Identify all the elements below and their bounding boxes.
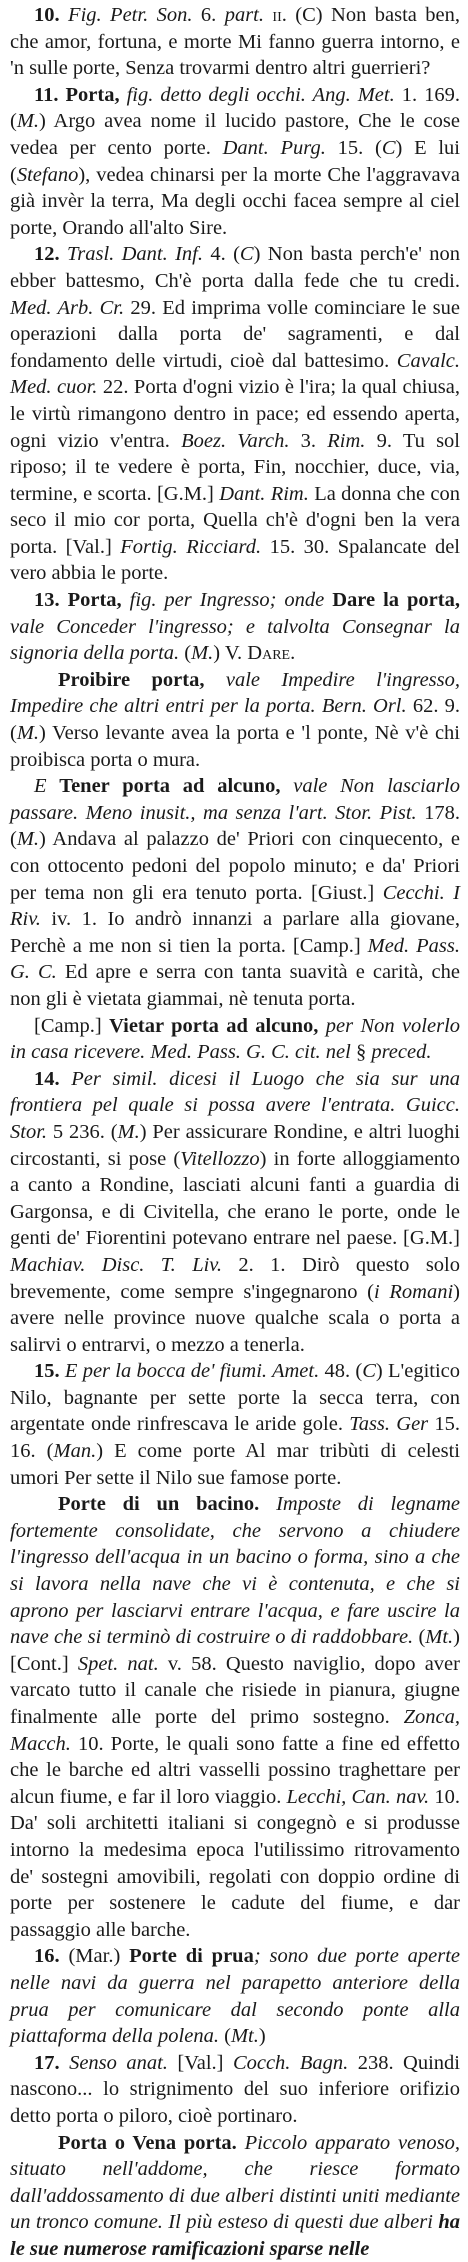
entry-text: preced. <box>371 1041 431 1063</box>
entry-text: ( <box>184 642 191 664</box>
entry-text: 15. ( <box>338 137 382 159</box>
entry-text: Trasl. Dant. Inf. <box>67 243 210 265</box>
entry-text: ) Argo avea nome il lucido pastore, Che le cose vedea per cento porte. <box>10 110 460 159</box>
entry-text: per Non volerlo in casa ricevere. Med. Pass. G. C. cit. nel <box>10 1015 460 1064</box>
entry-text: Per simil. dicesi il Luogo che sia sur una frontiera pel quale si possa avere l'entrata. Guicc. Stor. <box>10 1068 460 1143</box>
entry-paragraph <box>10 587 460 667</box>
entry-text: ) Verso levante avea la porta e 'l ponte, Nè v'è chi proibisca porta o mura. <box>10 722 460 771</box>
entry-paragraph <box>10 1013 460 1066</box>
entry-text: Mt. <box>231 2025 259 2047</box>
entry-text: ) <box>259 2025 266 2047</box>
headword-text: 16. <box>34 1945 68 1967</box>
entry-text: i Romani <box>374 1281 453 1303</box>
headword-text: 11. Porta, <box>34 84 127 106</box>
entry-text: § <box>356 1041 371 1063</box>
entry-text: 3. <box>301 430 328 452</box>
entry-text: C <box>240 243 254 265</box>
entry-text: ) in forte alloggiamento a canto a Rondine, lasciati alcuni fanti a guardia di Gargonsa, e di Civitella, che erano le porte, onde le genti de' Fiorentini potevano entrare nel paese. [G.M.] <box>10 1148 460 1250</box>
entry-text: ( <box>224 2025 231 2047</box>
entry-text: 22. Porta d'ogni vizio è l'ira; la qual chiusa, le virtù rimangono dentro in pace; ed essendo aperta, ogni vizio v'entra. <box>10 376 460 451</box>
entry-text: C <box>382 137 396 159</box>
entry-text: ), vedea chinarsi per la morte Che l'aggravava già invèr la terra, Ma degli occhi facea sempre al ciel porte, Orando all'alto Sire. <box>10 164 460 239</box>
entry-text: vale Conceder l'ingresso; e talvolta Consegnar la signoria della porta. <box>10 616 460 665</box>
entry-text: La donna che con seco il mio cor porta, Quella ch'è d'ogni ben la vera porta. [Val.] <box>10 483 460 558</box>
entry-text: Fig. Petr. Son. <box>68 4 201 26</box>
entry-text: (Mar.) <box>68 1945 129 1967</box>
entry-text: Dare. <box>247 642 295 664</box>
entry-text: ) Non basta perch'e' non ebber battesmo, Ch'è porta dalla fede che tu credi. <box>10 243 460 292</box>
entry-text: ) [Cont.] <box>10 1626 460 1675</box>
entry-text: vale Non lasciarlo passare. Meno inusit., ma senza l'art. Stor. Pist. <box>10 775 460 824</box>
entry-text: Senso anat. <box>69 2052 177 2074</box>
entry-text: ) E lui ( <box>10 137 460 186</box>
entry-text: part. <box>225 4 273 26</box>
entry-text: 4. ( <box>210 243 240 265</box>
entry-text: Man. <box>54 1440 97 1462</box>
entry-text: C <box>362 1360 376 1382</box>
entry-text: 238. Quindi nascono... lo strignimento del suo inferiore orifizio detto porta o piloro, cioè portinaro. <box>10 2052 460 2127</box>
entry-text: Vitellozzo <box>180 1148 259 1170</box>
entry-text: 10. Da' soli architetti italiani si congegnò e si produsse intorno la medesima epoca l'utilissimo ritrovamento de' sostegni amovibili, regolati con doppio ordine di porte per sostenere le cadute del fiume, e dar passaggio alle barche. <box>10 1786 460 1941</box>
headword-text: 15. <box>34 1360 65 1382</box>
entry-text: fig. detto degli occhi. Ang. Met. <box>127 84 402 106</box>
entry-text: [Val.] <box>177 2052 233 2074</box>
entry-text: ) Per assicurare Rondine, e altri luoghi circostanti, si pose ( <box>10 1121 460 1170</box>
entry-text: Rim. <box>327 430 376 452</box>
entry-text: ) V. <box>213 642 247 664</box>
entry-text: Tass. Ger <box>349 1413 434 1435</box>
entry-paragraph <box>10 82 460 242</box>
entry-text: ) L'egitico Nilo, bagnante per sette porte la secca terra, con argentate onde rinfrescava le aride gole. <box>10 1360 460 1435</box>
entry-text: ha le sue numerose ramificazioni sparse nelle <box>10 2211 460 2260</box>
entry-paragraph <box>10 1358 460 1491</box>
entry-text: ( <box>418 1626 425 1648</box>
entry-paragraph <box>10 2130 460 2262</box>
entry-text: iv. 1. Io andrò innanzi a parlare alla giovane, Perchè a me non si tien la porta. [Camp.] <box>10 908 460 957</box>
entry-text: 62. 9. ( <box>10 695 460 744</box>
headword-text: Porte di prua <box>129 1945 254 1967</box>
entry-text: M. <box>118 1121 140 1143</box>
headword-text: 13. Porta, <box>34 589 130 611</box>
entry-text: Ed apre e serra con tanta suavità e carità, che non gli è vietata giammai, nè tenuta porta. <box>10 961 460 1010</box>
entry-paragraph <box>10 667 460 773</box>
entry-text: fig. per Ingresso; onde <box>130 589 333 611</box>
headword-text: 17. <box>34 2052 69 2074</box>
entry-text: ii. <box>272 4 295 26</box>
entry-paragraph <box>10 1943 460 2049</box>
entry-text: vale Impedire l'ingresso, Impedire che altri entri per la porta. Bern. Orl. <box>10 669 460 718</box>
headword-text: Tener porta ad alcuno, <box>59 775 293 797</box>
entry-text: Zonca, Macch. <box>10 1706 460 1755</box>
entry-text: 2. 1. Dirò questo solo brevemente, come sempre s'ingegnarono ( <box>10 1254 460 1303</box>
entry-paragraph <box>10 1491 460 1943</box>
headword-text: 12. <box>34 243 67 265</box>
headword-text: Vietar porta ad alcuno, <box>109 1015 326 1037</box>
entry-text: Cavalc. Med. cuor. <box>10 350 460 399</box>
entry-text: ; sono due porte aperte nelle navi da guerra nel parapetto anteriore della prua per comunicare dal secondo ponte alla piattaforma della polena. <box>10 1945 460 2047</box>
entry-text: Stefano <box>17 164 79 186</box>
entry-text: Dant. Rim. <box>219 483 314 505</box>
entry-text: M. <box>17 722 39 744</box>
entry-text: 29. Ed imprima volle cominciare le sue operazioni dalla porta de' sagramenti, e dal fondamento delle virtudi, cioè dal battesimo. <box>10 297 460 372</box>
headword-text: 14. <box>34 1068 71 1090</box>
entry-text: E per la bocca de' fiumi. Amet. <box>65 1360 325 1382</box>
entry-text: Med. Pass. G. C. <box>10 935 460 984</box>
entry-paragraph <box>10 2 460 82</box>
entry-text: 15. 16. ( <box>10 1413 460 1462</box>
entry-text: Machiav. Disc. T. Liv. <box>10 1254 238 1276</box>
entry-text: M. <box>191 642 213 664</box>
entry-text: ) avere nelle province nuove qualche scala o porta a salirvi o entrarvi, o mezzo a tenerla. <box>10 1281 460 1356</box>
entry-text: M. <box>17 828 39 850</box>
headword-text: Porta o Vena porta. <box>58 2132 245 2154</box>
entry-text: 10. Porte, le quali sono fatte a fine ed effetto che le barche ed altri vasselli possino traghettare per alcun fiume, e far il loro viaggio. <box>10 1733 460 1808</box>
entry-text: Med. Arb. Cr. <box>10 297 130 319</box>
headword-text: Porte di un bacino. <box>58 1493 276 1515</box>
entry-text: Boez. Varch. <box>181 430 301 452</box>
entry-text: M. <box>17 110 39 132</box>
entry-text: Fortig. Ricciard. <box>120 536 269 558</box>
headword-text: Proibire porta, <box>58 669 226 691</box>
headword-text: Dare la porta, <box>332 589 460 611</box>
entry-text: [Camp.] <box>34 1015 109 1037</box>
entry-text: E <box>34 775 59 797</box>
entry-text: 1. 169. ( <box>10 84 460 133</box>
entry-text: Lecchi, Can. nav. <box>287 1786 435 1808</box>
entry-text: 6. <box>201 4 225 26</box>
entry-text: Spet. nat. <box>78 1653 168 1675</box>
entry-text: ) E come porte Al mar tribùti di celesti umori Per sette il Nilo sue famose porte. <box>10 1440 460 1489</box>
entry-text: Cocch. Bagn. <box>233 2052 358 2074</box>
entry-text: ) Andava al palazzo de' Priori con cinquecento, e con ottocento pedoni del popolo minuto; e da' Priori per tema non gli era tenuto porta. [Giust.] <box>10 828 460 903</box>
entry-text: 15. 30. Spalancate del vero abbia le porte. <box>10 536 460 585</box>
entry-text: Imposte di legname fortemente consolidate, che servono a chiudere l'ingresso dell'acqua in un bacino o forma, sino a che si lavora nella nave che vi è contenuta, e che si aprono per lasciarvi entrare l'acqua, e fare uscire la nave che si terminò di costruire o di raddobbare. <box>10 1493 460 1648</box>
entry-text: 178. ( <box>10 802 460 851</box>
entry-text: (C) Non basta ben, che amor, fortuna, e morte Mi fanno guerra intorno, e 'n sulle porte, Senza trovarmi dentro altri guerrieri? <box>10 4 460 79</box>
entry-text: 48. ( <box>324 1360 362 1382</box>
entry-text: v. 58. Questo naviglio, dopo aver varcato tutto il canale che risiede in pianura, giugne finalmente alle porte del primo sostegno. <box>10 1653 460 1728</box>
entry-paragraph <box>10 2050 460 2130</box>
entry-text: 9. Tu sol riposo; il te vedere è porta, Fin, nocchier, duce, via, termine, e scorta. [G.M.] <box>10 430 460 505</box>
entry-text: Piccolo apparato venoso, situato nell'addome, che riesce formato dall'addossamento di due alberi distinti uniti mediante un tronco comune. Il più esteso di questi due alberi <box>10 2132 460 2234</box>
entry-paragraph <box>10 241 460 587</box>
entry-paragraph <box>10 1066 460 1359</box>
entry-paragraph <box>10 773 460 1012</box>
headword-text: 10. <box>34 4 68 26</box>
entry-text: Cecchi. I Riv. <box>10 882 460 931</box>
entry-text: Dant. Purg. <box>223 137 338 159</box>
entry-text: 5 236. ( <box>53 1121 118 1143</box>
entry-text: Mt. <box>425 1626 453 1648</box>
